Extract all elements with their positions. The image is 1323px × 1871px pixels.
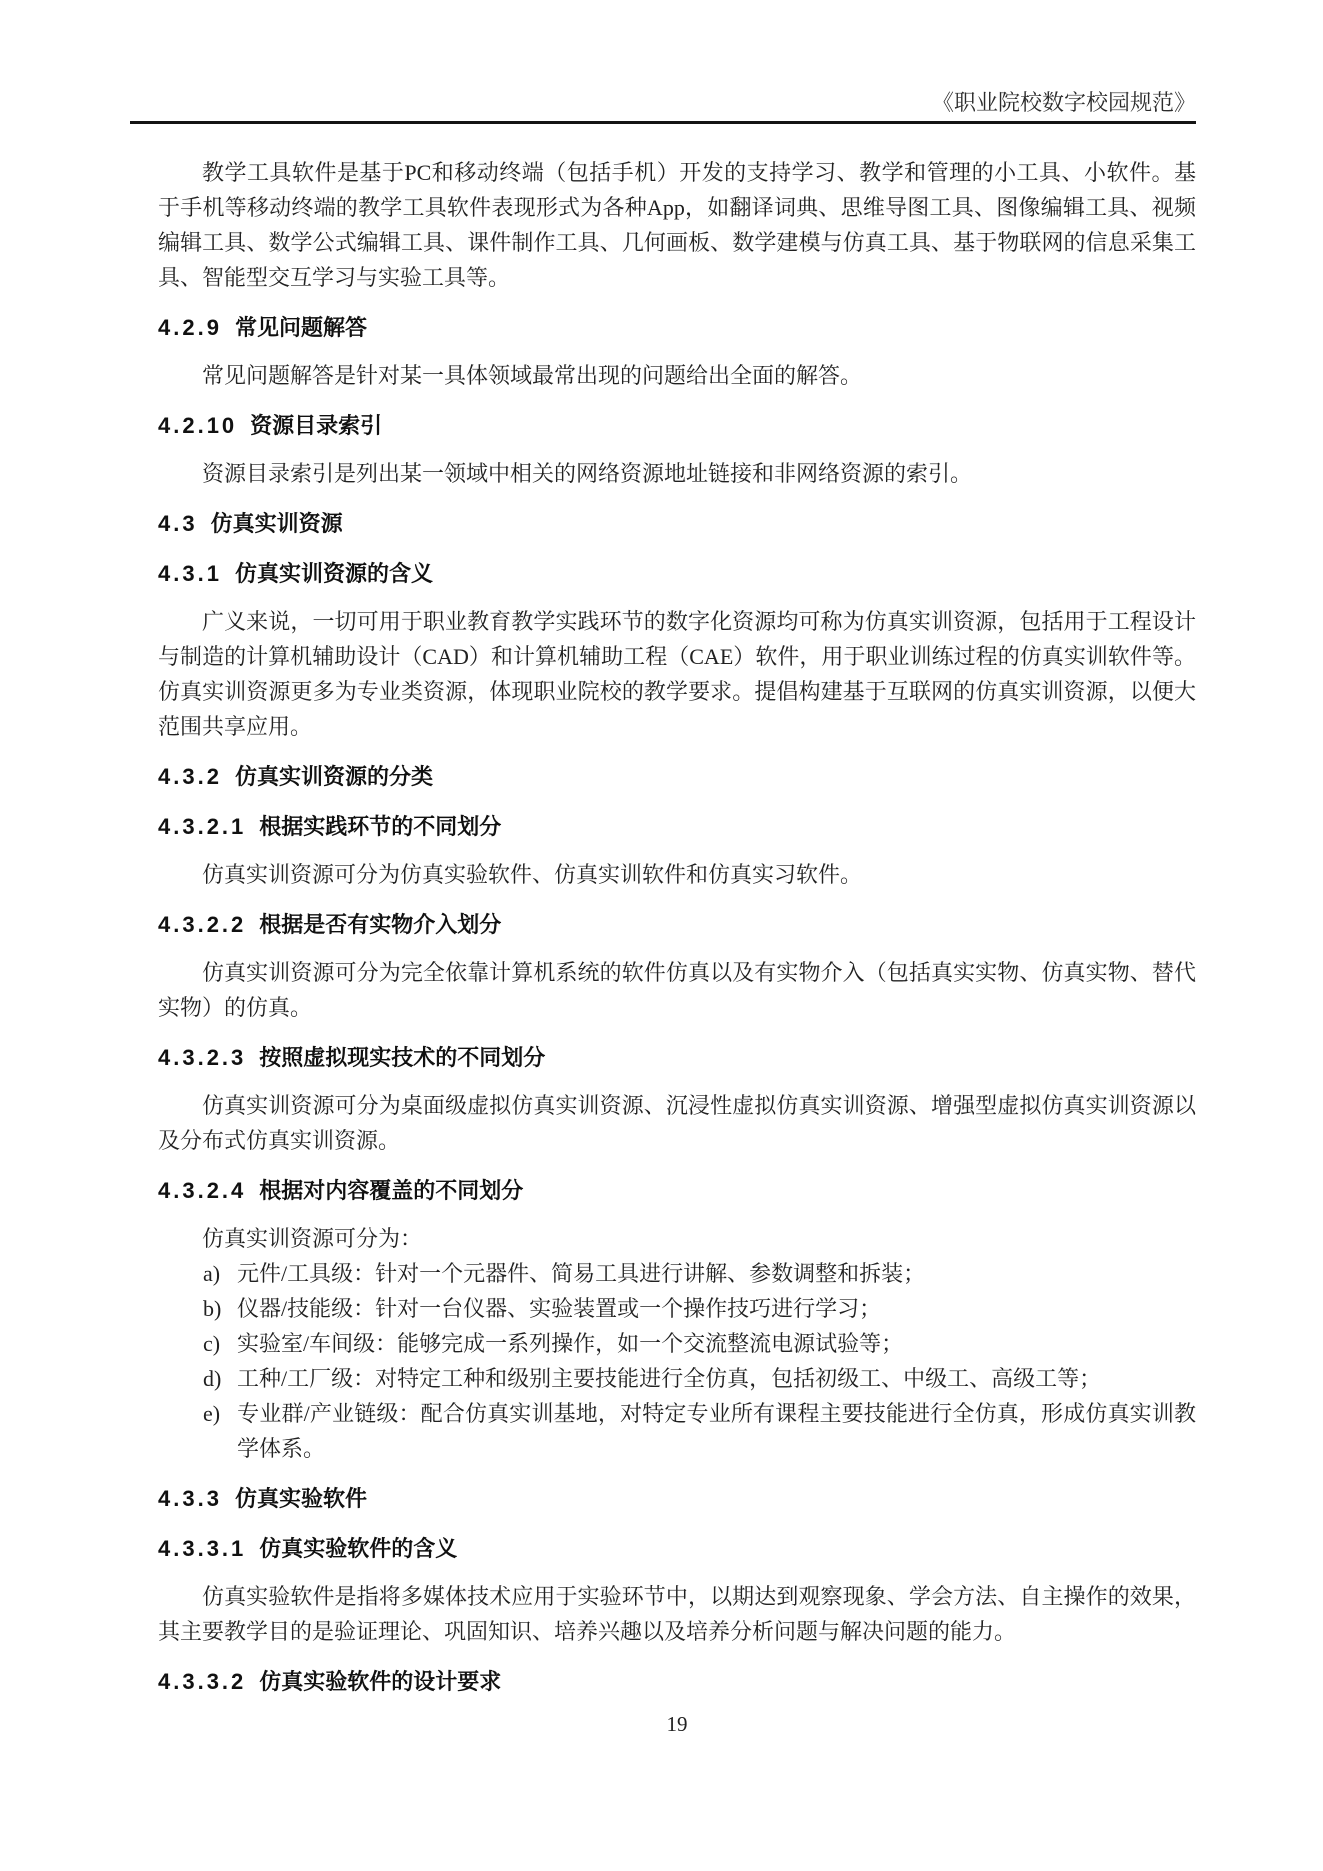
page-number: 19 xyxy=(666,1712,688,1736)
section-heading-4-3-2-2 xyxy=(158,907,1196,942)
section-title: 根据实践环节的不同划分 xyxy=(259,814,502,839)
section-heading-4-3-2 xyxy=(158,759,1196,794)
section-heading-4-3-1 xyxy=(158,556,1196,591)
section-number: 4.3.2.2 xyxy=(158,912,247,937)
section-title: 按照虚拟现实技术的不同划分 xyxy=(259,1045,546,1070)
paragraph: 广义来说，一切可用于职业教育教学实践环节的数字化资源均可称为仿真实训资源，包括用于工程设计与制造的计算机辅助设计（CAD）和计算机辅助工程（CAE）软件，用于职业训练过程的仿真实训软件等。仿真实训资源更多为专业类资源，体现职业院校的教学要求。提倡构建基于互联网的仿真实训资源，以便大范围共享应用。 xyxy=(158,609,1196,739)
list-item xyxy=(203,1291,1196,1326)
section-title: 仿真实验软件的设计要求 xyxy=(259,1669,502,1694)
section-number: 4.3.2 xyxy=(158,764,222,789)
paragraph: 仿真实训资源可分为仿真实验软件、仿真实训软件和仿真实习软件。 xyxy=(202,862,863,887)
list-marker: b) xyxy=(203,1296,222,1321)
section-number: 4.2.10 xyxy=(158,413,238,438)
page-header xyxy=(130,90,1196,124)
section-heading-4-2-10 xyxy=(158,408,1196,443)
section-title: 资源目录索引 xyxy=(250,413,383,438)
list-item xyxy=(203,1361,1196,1396)
section-number: 4.3.3 xyxy=(158,1486,222,1511)
section-title: 仿真实训资源 xyxy=(210,511,343,536)
section-title: 仿真实训资源的分类 xyxy=(234,764,433,789)
page-content xyxy=(158,155,1196,1712)
page-footer xyxy=(158,1712,1196,1737)
section-number: 4.2.9 xyxy=(158,315,222,340)
classification-list xyxy=(158,1256,1196,1466)
paragraph: 资源目录索引是列出某一领域中相关的网络资源地址链接和非网络资源的索引。 xyxy=(202,461,973,486)
list-item-text: 元件/工具级：针对一个元器件、简易工具进行讲解、参数调整和拆装； xyxy=(237,1261,926,1286)
list-marker: d) xyxy=(203,1366,222,1391)
section-number: 4.3.2.4 xyxy=(158,1178,247,1203)
section-title: 仿真实训资源的含义 xyxy=(234,561,433,586)
section-number: 4.3.3.2 xyxy=(158,1669,247,1694)
header-title: 《职业院校数字校园规范》 xyxy=(931,90,1196,115)
section-number: 4.3.3.1 xyxy=(158,1536,247,1561)
section-number: 4.3 xyxy=(158,511,198,536)
list-item xyxy=(203,1396,1196,1466)
section-heading-4-2-9 xyxy=(158,310,1196,345)
list-item-text: 专业群/产业链级：配合仿真实训基地，对特定专业所有课程主要技能进行全仿真，形成仿真实训教学体系。 xyxy=(237,1401,1196,1461)
section-heading-4-3-2-1 xyxy=(158,809,1196,844)
list-marker: c) xyxy=(203,1331,221,1356)
section-heading-4-3-2-3 xyxy=(158,1040,1196,1075)
section-title: 根据对内容覆盖的不同划分 xyxy=(259,1178,524,1203)
list-item xyxy=(203,1326,1196,1361)
list-item xyxy=(203,1256,1196,1291)
paragraph: 仿真实训资源可分为桌面级虚拟仿真实训资源、沉浸性虚拟仿真实训资源、增强型虚拟仿真实训资源以及分布式仿真实训资源。 xyxy=(158,1093,1196,1153)
section-number: 4.3.1 xyxy=(158,561,222,586)
section-heading-4-3-3-1 xyxy=(158,1531,1196,1566)
section-title: 仿真实验软件 xyxy=(234,1486,367,1511)
section-number: 4.3.2.3 xyxy=(158,1045,247,1070)
section-heading-4-3-3-2 xyxy=(158,1664,1196,1699)
list-marker: e) xyxy=(203,1401,221,1426)
paragraph: 仿真实训资源可分为完全依靠计算机系统的软件仿真以及有实物介入（包括真实实物、仿真实物、替代实物）的仿真。 xyxy=(158,960,1196,1020)
section-title: 常见问题解答 xyxy=(234,315,367,340)
list-item-text: 仪器/技能级：针对一台仪器、实验装置或一个操作技巧进行学习； xyxy=(237,1296,882,1321)
paragraph: 仿真实训资源可分为： xyxy=(202,1226,423,1251)
section-heading-4-3-2-4 xyxy=(158,1173,1196,1208)
paragraph: 常见问题解答是针对某一具体领域最常出现的问题给出全面的解答。 xyxy=(202,363,863,388)
list-marker: a) xyxy=(203,1261,221,1286)
section-title: 根据是否有实物介入划分 xyxy=(259,912,502,937)
paragraph: 教学工具软件是基于PC和移动终端（包括手机）开发的支持学习、教学和管理的小工具、小软件。基于手机等移动终端的教学工具软件表现形式为各种App，如翻译词典、思维导图工具、图像编辑工具、视频编辑工具、数学公式编辑工具、课件制作工具、几何画板、数学建模与仿真工具、基于物联网的信息采集工具、智能型交互学习与实验工具等。 xyxy=(158,160,1196,290)
list-item-text: 工种/工厂级：对特定工种和级别主要技能进行全仿真，包括初级工、中级工、高级工等； xyxy=(237,1366,1102,1391)
section-title: 仿真实验软件的含义 xyxy=(259,1536,458,1561)
section-heading-4-3-3 xyxy=(158,1481,1196,1516)
section-number: 4.3.2.1 xyxy=(158,814,247,839)
section-heading-4-3 xyxy=(158,506,1196,541)
paragraph: 仿真实验软件是指将多媒体技术应用于实验环节中，以期达到观察现象、学会方法、自主操作的效果，其主要教学目的是验证理论、巩固知识、培养兴趣以及培养分析问题与解决问题的能力。 xyxy=(158,1584,1196,1644)
list-item-text: 实验室/车间级：能够完成一系列操作，如一个交流整流电源试验等； xyxy=(237,1331,904,1356)
